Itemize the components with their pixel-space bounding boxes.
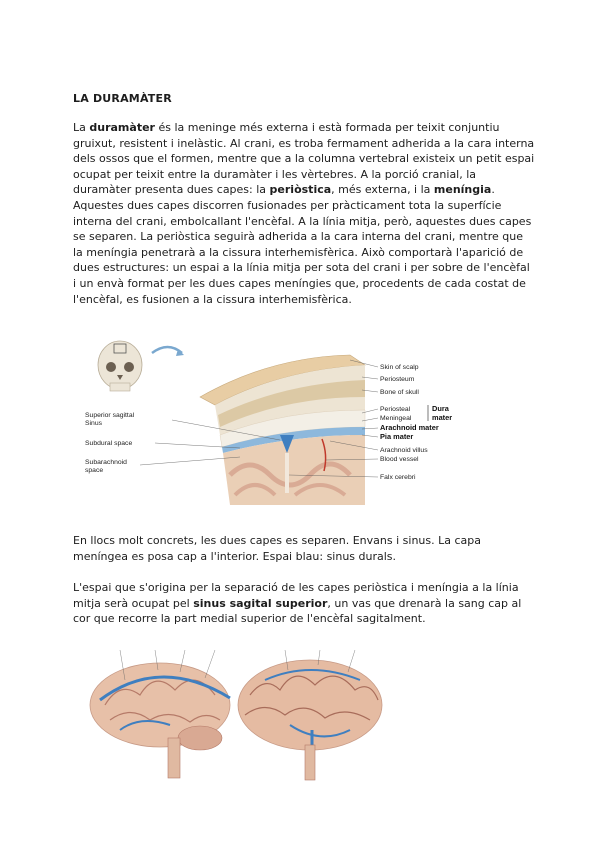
paragraph-dura-mater	[73, 120, 535, 307]
label-vessel: Blood vessel	[380, 456, 419, 463]
text-run: , un vas que drenarà la sang cap al cor que recorre la part medial superior de l'encèfal sagitalment.	[73, 596, 522, 626]
section-title: LA DURAMÀTER	[73, 92, 172, 105]
paragraph-separation: En llocs molt concrets, les dues capes es separen. Envans i sinus. La capa meníngea es posa cap a l'interior. Espai blau: sinus durals.	[73, 534, 481, 563]
text-run: . Aquestes dues capes discorren fusionades per pràcticament tota la superfície interna del crani, embolcallant l'encèfal. A la línia mitja, però, aquestes dues capes se separen. La periòstica seguirà adherida a la cara interna del crani, mentre que la meníngia penetrarà a la cissura interhemisfèrica. Això comportarà l'aparició de dues estructures: un espai a la línia mitja per sota del crani i per sobre de l'encèfal i un envà format per les dues capes meníngies que, procedents de cada costat de l'encèfal, es fusionen a la cissura interhemisfèrica.	[73, 183, 532, 306]
label-periosteum: Periosteum	[380, 376, 415, 383]
label-arachnoid: Arachnoid mater	[380, 423, 439, 432]
term-sinus-sagital: sinus sagital superior	[193, 596, 328, 610]
layers-block	[200, 355, 365, 505]
skull-icon	[98, 341, 142, 391]
term-meningia: meníngia	[433, 183, 492, 197]
term-duramater: duramàter	[89, 121, 155, 134]
paragraph-sinus	[73, 580, 535, 627]
label-space: space	[85, 467, 104, 474]
label-pia: Pia mater	[380, 432, 414, 441]
label-sinus: Sinus	[85, 420, 103, 427]
text-run: , més externa, i la	[331, 183, 434, 197]
label-subarachnoid: Subarachnoid	[85, 459, 127, 466]
text-run: L'espai que s'origina per la separació de les capes periòstica i meníngia a la línia mitja serà ocupat pel	[73, 581, 519, 610]
label-mater: mater	[432, 413, 453, 422]
label-meningeal: Meningeal	[380, 415, 412, 422]
label-villus: Arachnoid villus	[380, 447, 428, 454]
text-run: La	[73, 121, 90, 134]
label-bone: Bone of skull	[380, 389, 419, 396]
brain-view-right	[238, 650, 382, 780]
term-periostica: periòstica	[269, 183, 332, 197]
meninges-illustration	[80, 335, 530, 515]
label-skin: Skin of scalp	[380, 364, 419, 371]
label-superior-sagittal: Superior sagittal	[85, 412, 135, 419]
brain-view-left	[90, 650, 230, 778]
label-dura: Dura	[432, 404, 449, 413]
label-subdural: Subdural space	[85, 440, 133, 447]
text-run: és la meninge més externa i està formada per teixit conjuntiu gruixut, resistent i inelàstic. Al crani, es troba fermament adherida a la cara interna dels ossos que el formen, mentre que a la columna vertebral existeix un petit espai ocupat per teixit entre la duramàter i les vèrtebres. A la porció cranial, la duramàter presenta dues capes: la	[73, 121, 535, 197]
brain-sagittal-illustrations	[80, 650, 530, 790]
label-periosteal: Periosteal	[380, 406, 411, 413]
label-falx: Falx cerebri	[380, 474, 416, 481]
